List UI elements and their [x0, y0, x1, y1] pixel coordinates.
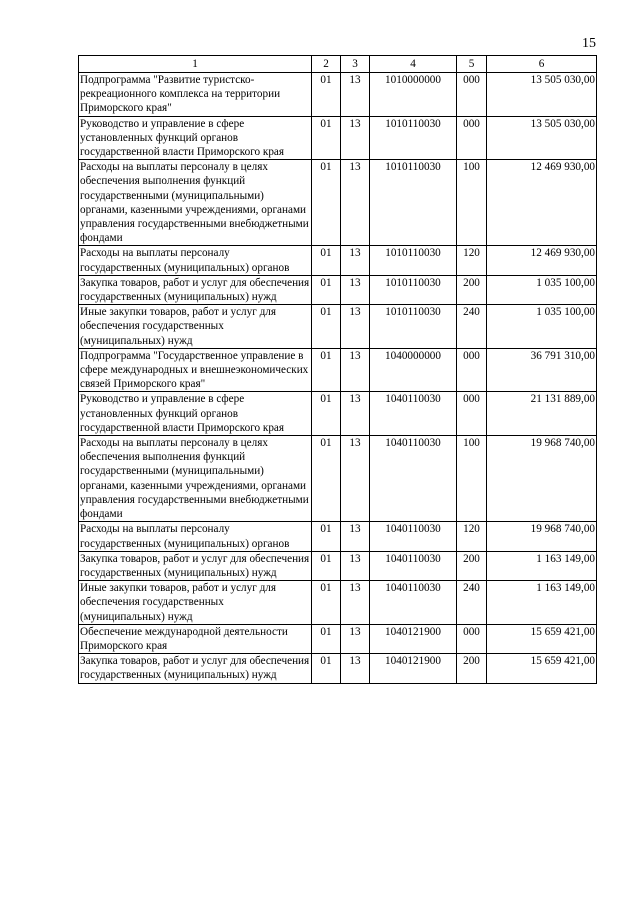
section-code-cell: 01 — [312, 654, 341, 683]
table-row — [79, 581, 597, 625]
table-row — [79, 522, 597, 551]
section-code-cell: 01 — [312, 522, 341, 551]
budget-table — [78, 55, 597, 684]
column-header: 3 — [341, 56, 370, 73]
table-row — [79, 551, 597, 580]
expense-type-cell: 000 — [457, 392, 487, 436]
subsection-code-cell: 13 — [341, 581, 370, 625]
amount-cell: 15 659 421,00 — [487, 654, 597, 683]
expense-type-cell: 200 — [457, 275, 487, 304]
amount-cell: 12 469 930,00 — [487, 160, 597, 246]
section-code-cell: 01 — [312, 392, 341, 436]
subsection-code-cell: 13 — [341, 522, 370, 551]
table-row — [79, 348, 597, 392]
column-header: 6 — [487, 56, 597, 73]
target-article-cell: 1040110030 — [370, 522, 457, 551]
amount-cell: 1 035 100,00 — [487, 275, 597, 304]
expense-type-cell: 200 — [457, 654, 487, 683]
amount-cell: 1 163 149,00 — [487, 551, 597, 580]
expense-type-cell: 000 — [457, 348, 487, 392]
row-name-cell: Иные закупки товаров, работ и услуг для обеспечения государственных (муниципальных) нужд — [79, 581, 312, 625]
subsection-code-cell: 13 — [341, 116, 370, 160]
section-code-cell: 01 — [312, 436, 341, 522]
target-article-cell: 1010110030 — [370, 305, 457, 349]
amount-cell: 19 968 740,00 — [487, 522, 597, 551]
expense-type-cell: 120 — [457, 522, 487, 551]
section-code-cell: 01 — [312, 624, 341, 653]
row-name-cell: Закупка товаров, работ и услуг для обеспечения государственных (муниципальных) нужд — [79, 275, 312, 304]
subsection-code-cell: 13 — [341, 551, 370, 580]
target-article-cell: 1040121900 — [370, 654, 457, 683]
subsection-code-cell: 13 — [341, 348, 370, 392]
amount-cell: 19 968 740,00 — [487, 436, 597, 522]
target-article-cell: 1010000000 — [370, 73, 457, 117]
expense-type-cell: 200 — [457, 551, 487, 580]
amount-cell: 21 131 889,00 — [487, 392, 597, 436]
amount-cell: 1 035 100,00 — [487, 305, 597, 349]
expense-type-cell: 100 — [457, 160, 487, 246]
target-article-cell: 1010110030 — [370, 160, 457, 246]
section-code-cell: 01 — [312, 305, 341, 349]
section-code-cell: 01 — [312, 275, 341, 304]
expense-type-cell: 000 — [457, 624, 487, 653]
table-row — [79, 392, 597, 436]
target-article-cell: 1010110030 — [370, 246, 457, 275]
column-header: 2 — [312, 56, 341, 73]
subsection-code-cell: 13 — [341, 654, 370, 683]
section-code-cell: 01 — [312, 551, 341, 580]
section-code-cell: 01 — [312, 160, 341, 246]
amount-cell: 15 659 421,00 — [487, 624, 597, 653]
subsection-code-cell: 13 — [341, 246, 370, 275]
subsection-code-cell: 13 — [341, 436, 370, 522]
table-body — [79, 73, 597, 684]
row-name-cell: Подпрограмма "Государственное управление в сфере международных и внешнеэкономических связей Приморского края" — [79, 348, 312, 392]
amount-cell: 1 163 149,00 — [487, 581, 597, 625]
section-code-cell: 01 — [312, 581, 341, 625]
row-name-cell: Расходы на выплаты персоналу государственных (муниципальных) органов — [79, 246, 312, 275]
expense-type-cell: 120 — [457, 246, 487, 275]
page-number: 15 — [582, 36, 596, 51]
target-article-cell: 1040110030 — [370, 392, 457, 436]
row-name-cell: Руководство и управление в сфере установленных функций органов государственной власти Приморского края — [79, 116, 312, 160]
table-row — [79, 73, 597, 117]
target-article-cell: 1040110030 — [370, 551, 457, 580]
target-article-cell: 1040110030 — [370, 581, 457, 625]
target-article-cell: 1040110030 — [370, 436, 457, 522]
amount-cell: 12 469 930,00 — [487, 246, 597, 275]
table-row — [79, 246, 597, 275]
table-row — [79, 160, 597, 246]
subsection-code-cell: 13 — [341, 275, 370, 304]
column-header: 1 — [79, 56, 312, 73]
expense-type-cell: 240 — [457, 581, 487, 625]
subsection-code-cell: 13 — [341, 305, 370, 349]
expense-type-cell: 000 — [457, 73, 487, 117]
column-header: 4 — [370, 56, 457, 73]
target-article-cell: 1040121900 — [370, 624, 457, 653]
row-name-cell: Подпрограмма "Развитие туристско-рекреационного комплекса на территории Приморского края" — [79, 73, 312, 117]
table-row — [79, 654, 597, 683]
row-name-cell: Обеспечение международной деятельности Приморского края — [79, 624, 312, 653]
table-row — [79, 436, 597, 522]
amount-cell: 13 505 030,00 — [487, 73, 597, 117]
row-name-cell: Расходы на выплаты персоналу в целях обеспечения выполнения функций государственными (муниципальными) органами, казенными учреждениями, органами управления государственными внебюджетными фондами — [79, 436, 312, 522]
table-row — [79, 116, 597, 160]
section-code-cell: 01 — [312, 348, 341, 392]
row-name-cell: Руководство и управление в сфере установленных функций органов государственной власти Приморского края — [79, 392, 312, 436]
subsection-code-cell: 13 — [341, 392, 370, 436]
target-article-cell: 1010110030 — [370, 275, 457, 304]
expense-type-cell: 100 — [457, 436, 487, 522]
row-name-cell: Закупка товаров, работ и услуг для обеспечения государственных (муниципальных) нужд — [79, 654, 312, 683]
target-article-cell: 1010110030 — [370, 116, 457, 160]
table-header-row — [79, 56, 597, 73]
expense-type-cell: 240 — [457, 305, 487, 349]
table-row — [79, 624, 597, 653]
amount-cell: 13 505 030,00 — [487, 116, 597, 160]
table-row — [79, 275, 597, 304]
row-name-cell: Расходы на выплаты персоналу в целях обеспечения выполнения функций государственными (муниципальными) органами, казенными учреждениями, органами управления государственными внебюджетными фондами — [79, 160, 312, 246]
row-name-cell: Расходы на выплаты персоналу государственных (муниципальных) органов — [79, 522, 312, 551]
row-name-cell: Иные закупки товаров, работ и услуг для обеспечения государственных (муниципальных) нужд — [79, 305, 312, 349]
target-article-cell: 1040000000 — [370, 348, 457, 392]
section-code-cell: 01 — [312, 73, 341, 117]
section-code-cell: 01 — [312, 116, 341, 160]
subsection-code-cell: 13 — [341, 624, 370, 653]
section-code-cell: 01 — [312, 246, 341, 275]
expense-type-cell: 000 — [457, 116, 487, 160]
amount-cell: 36 791 310,00 — [487, 348, 597, 392]
table-row — [79, 305, 597, 349]
subsection-code-cell: 13 — [341, 160, 370, 246]
column-header: 5 — [457, 56, 487, 73]
row-name-cell: Закупка товаров, работ и услуг для обеспечения государственных (муниципальных) нужд — [79, 551, 312, 580]
subsection-code-cell: 13 — [341, 73, 370, 117]
